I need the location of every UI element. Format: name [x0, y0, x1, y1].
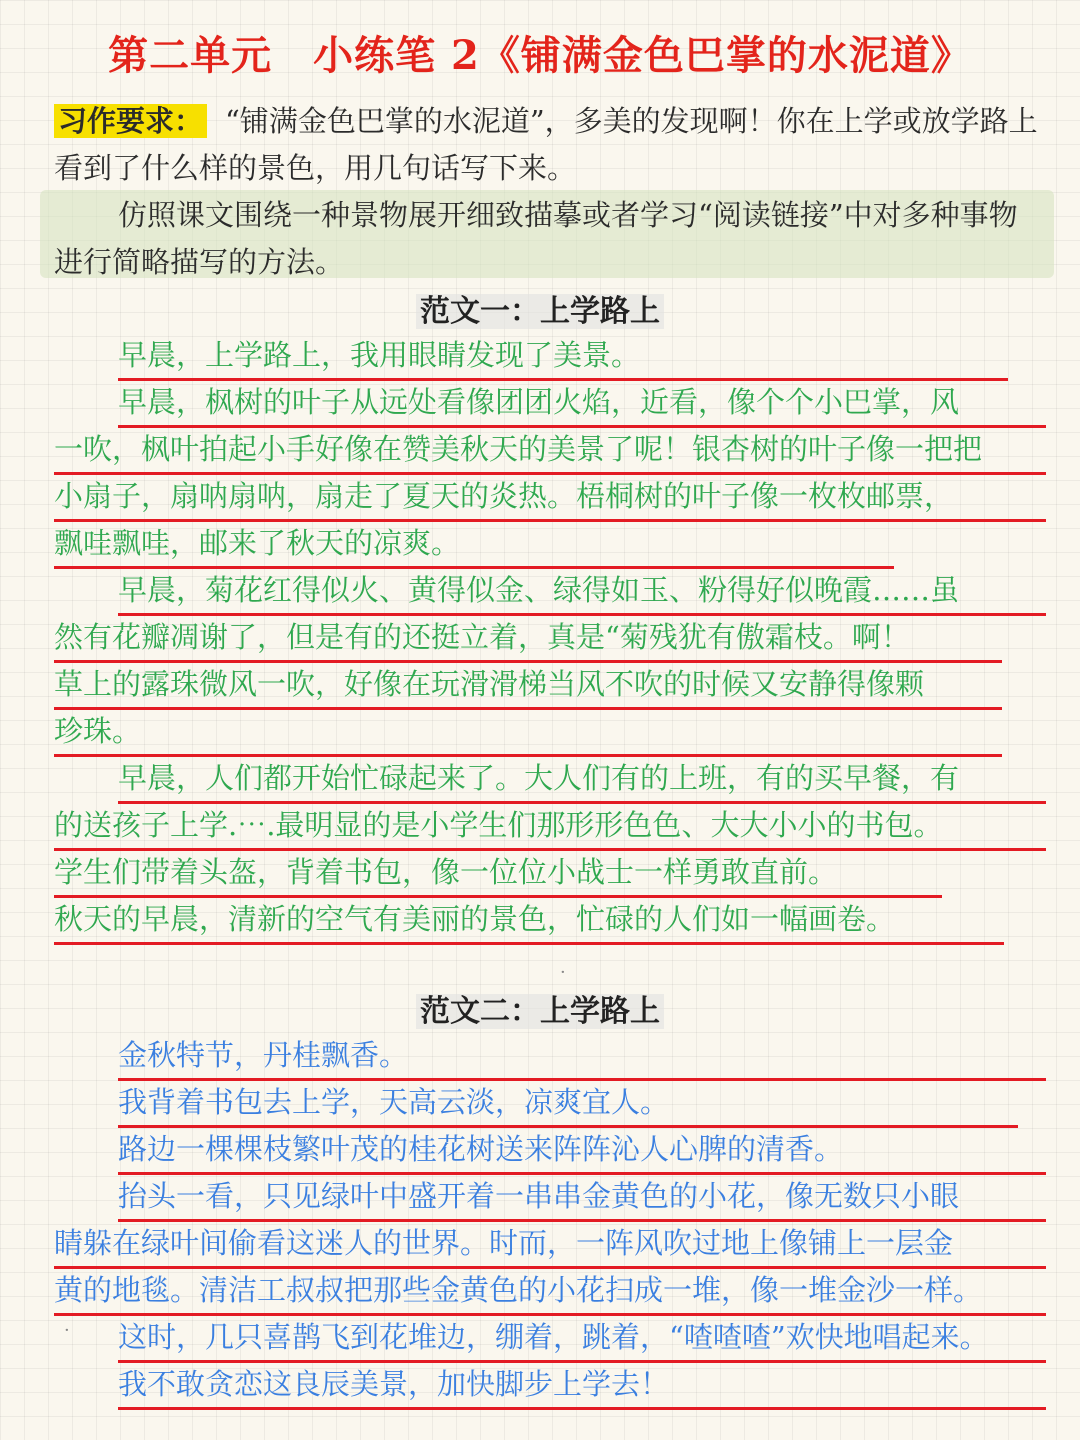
writing-requirement [54, 98, 1046, 192]
paper-speck: · [560, 962, 566, 983]
essay2-line: 抬头一看，只见绿叶中盛开着一串串金黄色的小花，像无数只小眼 [118, 1175, 1046, 1222]
page-title: 第二单元 小练笔 2《铺满金色巴掌的水泥道》 [108, 32, 972, 79]
essay1-line: 飘哇飘哇，邮来了秋天的凉爽。 [54, 522, 894, 569]
essay1-line: 早晨，枫树的叶子从远处看像团团火焰，近看，像个个小巴掌，风 [118, 381, 1046, 428]
essay1-line: 秋天的早晨，清新的空气有美丽的景色，忙碌的人们如一幅画卷。 [54, 898, 1004, 945]
essay1-line: 早晨，菊花红得似火、黄得似金、绿得如玉、粉得好似晚霞……虽 [118, 569, 1046, 616]
requirement-text: “铺满金色巴掌的水泥道”，多美的发现啊！你在上学或放学路上看到了什么样的景色，用几句话写下来。 [54, 104, 1038, 185]
requirement-label: 习作要求： [54, 104, 207, 138]
essay1-line: 的送孩子上学.⋯.最明显的是小学生们那形形色色、大大小小的书包。 [54, 804, 1046, 851]
essay2-heading: 范文二：上学路上 [0, 986, 1080, 1030]
essay2-line: 金秋特节，丹桂飘香。 [118, 1034, 1046, 1081]
essay1-heading: 范文一：上学路上 [0, 286, 1080, 330]
essay1-line: 小扇子，扇呐扇呐，扇走了夏天的炎热。梧桐树的叶子像一枚枚邮票， [54, 475, 1046, 522]
requirement-tip: 仿照课文围绕一种景物展开细致描摹或者学习“阅读链接”中对多种事物进行简略描写的方法。 [54, 198, 1018, 279]
essay1-line: 一吹，枫叶拍起小手好像在赞美秋天的美景了呢！银杏树的叶子像一把把 [54, 428, 1046, 475]
essay2-line: 我背着书包去上学，天高云淡，凉爽宜人。 [118, 1081, 1018, 1128]
essay1-line: 早晨，人们都开始忙碌起来了。大人们有的上班，有的买早餐，有 [118, 757, 1046, 804]
essay2-line: 路边一棵棵枝繁叶茂的桂花树送来阵阵沁人心脾的清香。 [118, 1128, 1046, 1175]
essay2-line: 我不敢贪恋这良辰美景，加快脚步上学去！ [118, 1363, 1046, 1410]
essay2-line: 这时，几只喜鹊飞到花堆边，绷着，跳着，“喳喳喳”欢快地唱起来。 [118, 1316, 1046, 1363]
essay1-line: 早晨，上学路上，我用眼睛发现了美景。 [118, 334, 1008, 381]
essay2-line: 黄的地毯。清洁工叔叔把那些金黄色的小花扫成一堆，像一堆金沙一样。 [54, 1269, 1046, 1316]
essay1-line: 然有花瓣凋谢了，但是有的还挺立着，真是“菊残犹有傲霜枝。啊！ [54, 616, 1002, 663]
essay1-line: 学生们带着头盔，背着书包，像一位位小战士一样勇敢直前。 [54, 851, 942, 898]
essay1-line: 草上的露珠微风一吹，好像在玩滑滑梯当风不吹的时候又安静得像颗 [54, 663, 1002, 710]
essay2-line: 睛躲在绿叶间偷看这迷人的世界。时而，一阵风吹过地上像铺上一层金 [54, 1222, 1046, 1269]
essay1-line: 珍珠。 [54, 710, 1002, 757]
paper-speck: · [64, 1320, 70, 1341]
